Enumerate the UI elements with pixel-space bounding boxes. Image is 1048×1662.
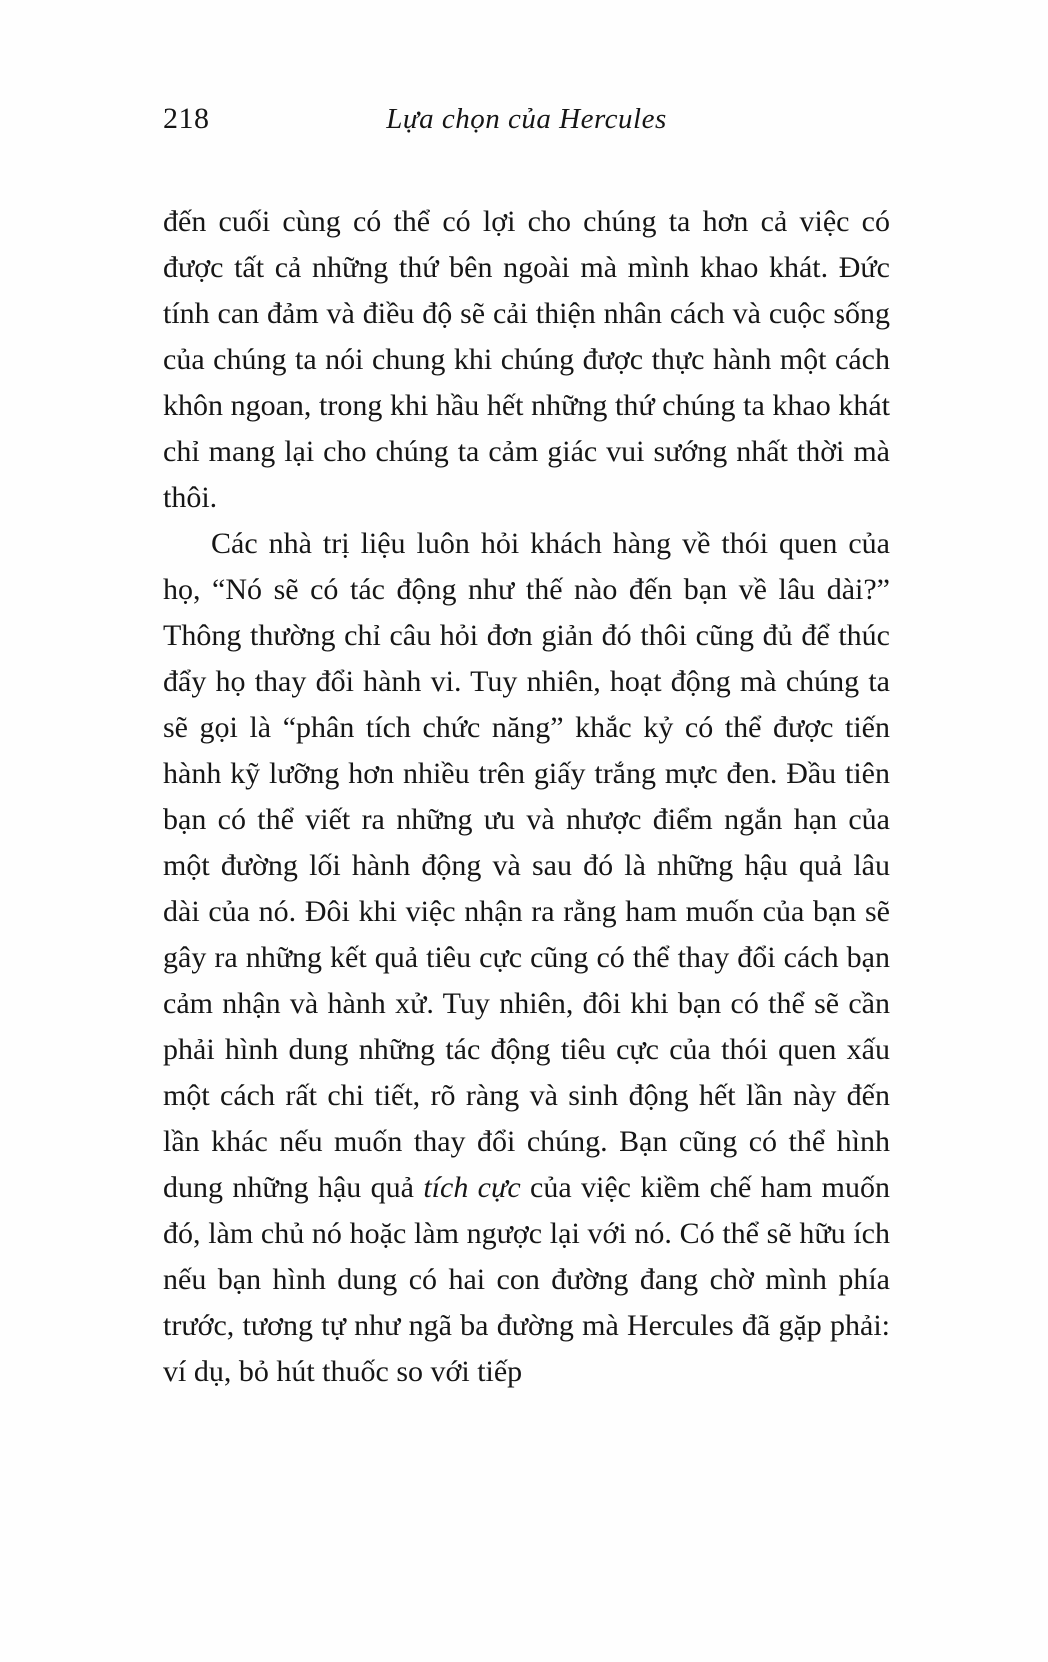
page-number: 218 <box>163 102 210 135</box>
paragraph-2 <box>163 521 890 1395</box>
text-segment: Các nhà trị liệu luôn hỏi khách hàng về thói quen của họ, “Nó sẽ có tác động như thế nào đến bạn về lâu dài?” Thông thường chỉ câu hỏi đơn giản đó thôi cũng đủ để thúc đẩy họ thay đổi hành vi. Tuy nhiên, hoạt động mà chúng ta sẽ gọi là “phân tích chức năng” khắc kỷ có thể được tiến hành kỹ lưỡng hơn nhiều trên giấy trắng mực đen. Đầu tiên bạn có thể viết ra những ưu và nhược điểm ngắn hạn của một đường lối hành động và sau đó là những hậu quả lâu dài của nó. Đôi khi việc nhận ra rằng ham muốn của bạn sẽ gây ra những kết quả tiêu cực cũng có thể thay đổi cách bạn cảm nhận và hành xử. Tuy nhiên, đôi khi bạn có thể sẽ cần phải hình dung những tác động tiêu cực của thói quen xấu một cách rất chi tiết, rõ ràng và sinh động hết lần này đến lần khác nếu muốn thay đổi chúng. Bạn cũng có thể hình dung những hậu quả <box>163 527 890 1204</box>
text-segment: của việc kiềm chế ham muốn đó, làm chủ nó hoặc làm ngược lại với nó. Có thể sẽ hữu ích nếu bạn hình dung có hai con đường đang chờ mình phía trước, tương tự như ngã ba đường mà Hercules đã gặp phải: ví dụ, bỏ hút thuốc so với tiếp <box>163 1171 891 1388</box>
page-header <box>163 100 890 140</box>
running-title: Lựa chọn của Hercules <box>386 103 667 135</box>
page-body <box>163 199 890 1395</box>
text-segment: đến cuối cùng có thể có lợi cho chúng ta hơn cả việc có được tất cả những thứ bên ngoài mà mình khao khát. Đức tính can đảm và điều độ sẽ cải thiện nhân cách và cuộc sống của chúng ta nói chung khi chúng được thực hành một cách khôn ngoan, trong khi hầu hết những thứ chúng ta khao khát chỉ mang lại cho chúng ta cảm giác vui sướng nhất thời mà thôi. <box>163 205 890 514</box>
paragraph-1 <box>163 199 890 521</box>
italic-phrase: tích cực <box>423 1171 521 1204</box>
